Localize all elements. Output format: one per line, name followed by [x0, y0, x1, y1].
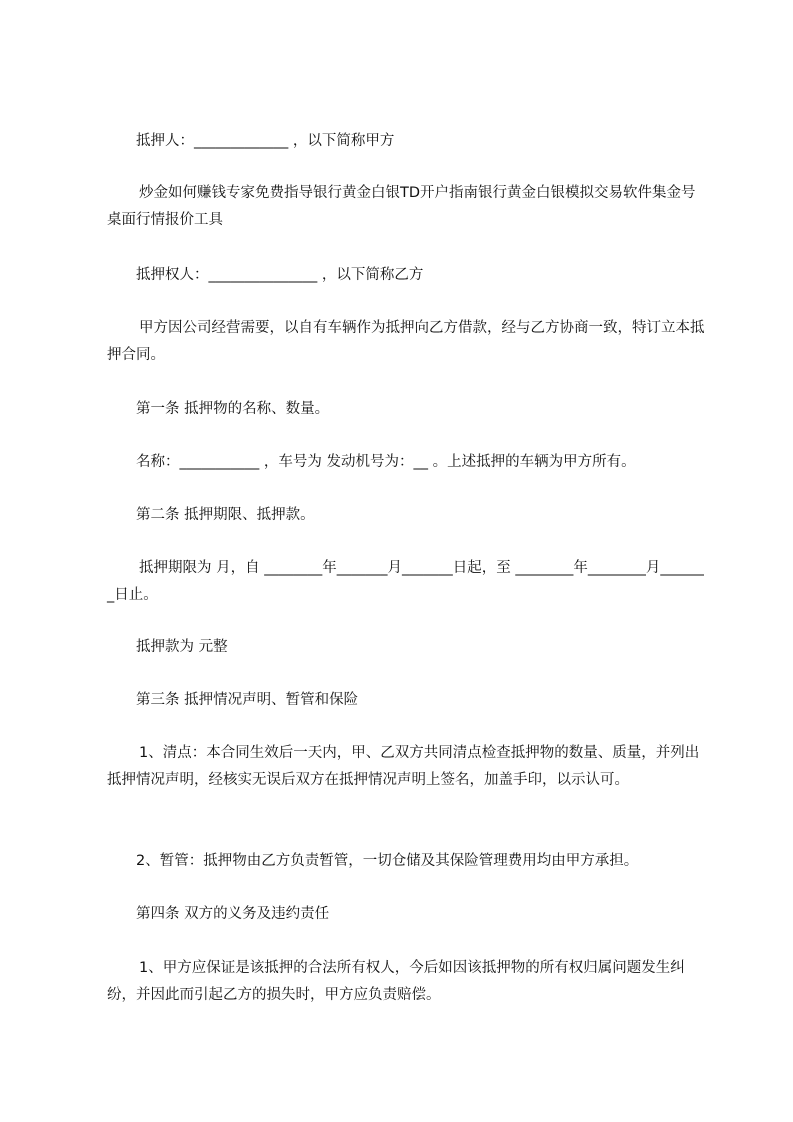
pledge-term-paragraph: 抵押期限为 月，自 ________年_______月_______日起，至 ________年________月_______日止。 [107, 560, 704, 603]
article-1-heading: 第一条 抵押物的名称、数量。 [136, 401, 330, 417]
preamble-paragraph: 甲方因公司经营需要，以自有车辆作为抵押向乙方借款，经与乙方协商一致，特订立本抵押合同。 [107, 320, 705, 363]
pledgee-line: 抵押权人：_______________ ，以下简称乙方 [136, 267, 424, 283]
custody-clause: 2、暂管：抵押物由乙方负责暂管，一切仓储及其保险管理费用均由甲方承担。 [136, 853, 639, 869]
pledgor-line: 抵押人：_____________ ，以下简称甲方 [136, 133, 395, 149]
pledge-amount-line: 抵押款为 元整 [136, 639, 228, 655]
collateral-name-line: 名称：___________ ，车号为 发动机号为：__ 。上述抵押的车辆为甲方所有。 [136, 454, 636, 470]
article-2-heading: 第二条 抵押期限、抵押款。 [136, 507, 315, 523]
ownership-clause: 1、甲方应保证是该抵押的合法所有权人，今后如因该抵押物的所有权归属问题发生纠纷，并因此而引起乙方的损失时，甲方应负责赔偿。 [107, 960, 685, 1003]
ad-text-paragraph: 炒金如何赚钱专家免费指导银行黄金白银TD开户指南银行黄金白银模拟交易软件集金号桌面行情报价工具 [107, 185, 696, 228]
inventory-clause: 1、清点：本合同生效后一天内，甲、乙双方共同清点检查抵押物的数量、质量，并列出抵押情况声明，经核实无误后双方在抵押情况声明上签名，加盖手印，以示认可。 [107, 745, 700, 788]
article-3-heading: 第三条 抵押情况声明、暂管和保险 [136, 692, 359, 708]
article-4-heading: 第四条 双方的义务及违约责任 [136, 906, 330, 922]
